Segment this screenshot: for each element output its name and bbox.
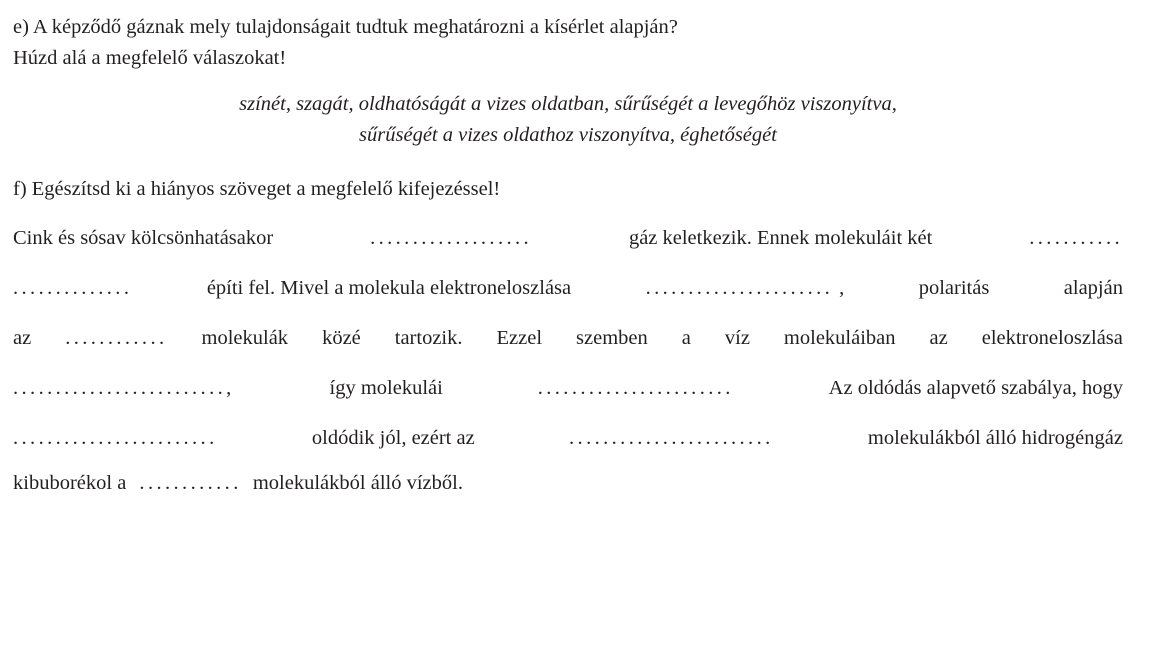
fill-text-line-1 [13,227,1123,250]
blank-water-molecule-polarity[interactable]: ............ [139,472,242,494]
text-segment: molekulákból álló vízből. [252,472,463,494]
fill-text-line-3 [13,327,1123,350]
blank-atom-type[interactable]: ........... [1029,227,1123,249]
blank-polarity[interactable]: ............ [65,327,168,349]
question-e-instruction: Húzd alá a megfelelő válaszokat! [13,47,287,69]
text-segment: alapján [1063,277,1123,299]
text-segment: Ezzel [496,327,543,349]
text-segment: szemben [576,327,648,349]
text-segment: polaritás [918,277,990,299]
blank-gas-name[interactable]: ................... [370,227,533,249]
question-f-prompt: f) Egészítsd ki a hiányos szöveget a megfelelő kifejezéssel! [13,178,501,200]
text-segment: kibuborékol a [13,472,127,494]
comma: , [839,277,845,299]
blank-dissolution-rule[interactable]: ........................ [13,427,218,449]
fill-text-line-2 [13,277,1123,300]
text-segment: az [929,327,948,349]
blank-water-distribution[interactable]: ........................., [13,377,235,399]
text-segment: víz [724,327,750,349]
text-segment: elektroneloszlása [981,327,1123,349]
text-segment: a [681,327,691,349]
text-segment: az [13,327,32,349]
blank-electron-distribution[interactable]: ...................... [645,277,834,299]
fill-text-line-5 [13,427,1123,450]
blank-water-polarity[interactable]: ....................... [537,377,734,399]
answer-options-line-1[interactable]: színét, szagát, oldhatóságát a vizes oldatban, sűrűségét a levegőhöz viszonyítva, [239,93,897,115]
text-segment: tartozik. [394,327,463,349]
text-segment: molekulák [201,327,289,349]
blank-with-comma [646,277,845,300]
text-segment: közé [322,327,361,349]
text-segment: gáz keletkezik. Ennek molekuláit két [628,227,933,249]
text-segment: építi fel. Mivel a molekula elektroneloszlása [206,277,572,299]
text-segment: oldódik jól, ezért az [311,427,475,449]
answer-options-line-2[interactable]: sűrűségét a vizes oldathoz viszonyítva, éghetőségét [359,124,777,146]
blank-hydrogen-polarity[interactable]: ........................ [569,427,774,449]
text-segment: molekuláiban [783,327,896,349]
blank-atom-type-cont[interactable]: .............. [13,277,133,299]
text-segment: molekulákból álló hidrogéngáz [867,427,1123,449]
text-segment: így molekulái [329,377,443,399]
text-segment: Az oldódás alapvető szabálya, hogy [828,377,1123,399]
fill-text-line-6 [13,472,463,495]
fill-text-line-4 [13,377,1123,400]
question-e-prompt: e) A képződő gáznak mely tulajdonságait tudtuk meghatározni a kísérlet alapján? [13,16,678,38]
text-segment: Cink és sósav kölcsönhatásakor [13,227,274,249]
